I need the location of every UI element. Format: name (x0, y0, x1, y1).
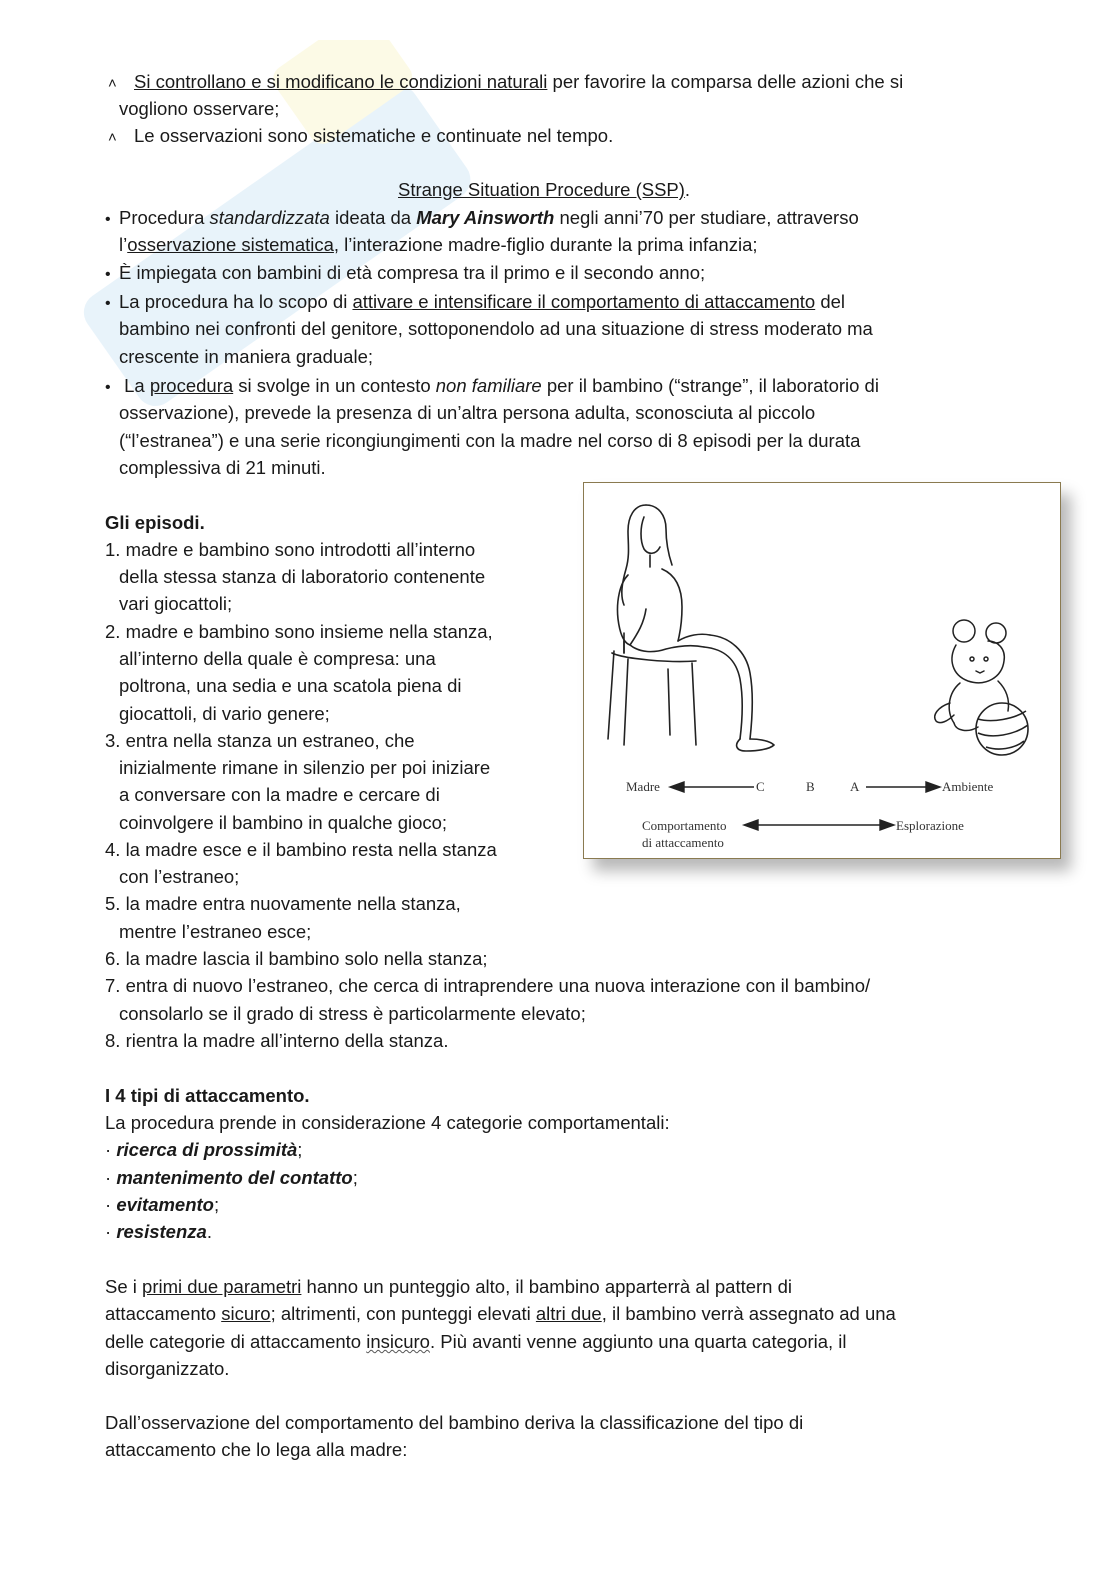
type-item: · mantenimento del contatto; (105, 1167, 358, 1188)
type-item: · resistenza. (105, 1221, 212, 1242)
types-heading: I 4 tipi di attaccamento. (105, 1085, 310, 1106)
label-esplorazione: Esplorazione (896, 818, 964, 833)
paragraph-1-line-4: disorganizzato. (105, 1358, 230, 1379)
episode-line: della stessa stanza di laboratorio contenente (119, 566, 486, 587)
intro-bullet-1: ˄ Si controllano e si modificano le condizioni naturali per favorire la comparsa delle azioni che si (108, 68, 903, 97)
paragraph-1-line-2: attaccamento sicuro; altrimenti, con punteggi elevati altri due, il bambino verrà assegnato ad una (105, 1303, 896, 1324)
ssp-bullet-3: • La procedura ha lo scopo di attivare e intensificare il comportamento di attaccamento del (105, 288, 845, 317)
label-comportamento-2: di attaccamento (642, 835, 724, 850)
label-madre: Madre (626, 779, 660, 794)
episode-line: coinvolgere il bambino in qualche gioco; (119, 812, 448, 833)
paragraph-1-line-3: delle categorie di attaccamento insicuro. Più avanti venne aggiunto una quarta categoria, il (105, 1331, 847, 1352)
type-item: · evitamento; (105, 1194, 220, 1215)
label-comportamento-1: Comportamento (642, 818, 727, 833)
ssp-bullet-2: • È impiegata con bambini di età compresa tra il primo e il secondo anno; (105, 259, 705, 288)
ssp-bullet-1-line-2: l’osservazione sistematica, l’interazione madre-figlio durante la prima infanzia; (119, 234, 758, 255)
episode-line: 3. entra nella stanza un estraneo, che (105, 730, 415, 751)
label-c: C (756, 779, 765, 794)
episode-line: all’interno della quale è compresa: una (119, 648, 436, 669)
dot-bullet-icon: • (105, 379, 111, 396)
episode-line: 6. la madre lascia il bambino solo nella stanza; (105, 948, 488, 969)
intro-bullet-1-continuation: vogliono osservare; (119, 98, 280, 119)
episodes-heading: Gli episodi. (105, 512, 205, 533)
dot-bullet-icon: • (105, 211, 111, 228)
arrow-bullet-icon: ˄ (108, 129, 117, 146)
ball-drawing (976, 703, 1028, 755)
episode-line: vari giocattoli; (119, 593, 233, 614)
episode-line: a conversare con la madre e cercare di (119, 784, 440, 805)
ssp-heading: Strange Situation Procedure (SSP). (398, 179, 691, 200)
types-intro: La procedura prende in considerazione 4 categorie comportamentali: (105, 1112, 670, 1133)
type-item: · ricerca di prossimità; (105, 1139, 303, 1160)
episode-line: mentre l’estraneo esce; (119, 921, 312, 942)
episode-line: 7. entra di nuovo l’estraneo, che cerca di intraprendere una nuova interazione con il bambino/ (105, 975, 871, 996)
dot-bullet-icon: • (105, 295, 111, 312)
episode-line: 5. la madre entra nuovamente nella stanza, (105, 893, 461, 914)
paragraph-1-line-1: Se i primi due parametri hanno un punteggio alto, il bambino apparterrà al pattern di (105, 1276, 792, 1297)
episode-line: 4. la madre esce e il bambino resta nella stanza (105, 839, 497, 860)
paragraph-2-line-1: Dall’osservazione del comportamento del bambino deriva la classificazione del tipo di (105, 1412, 804, 1433)
ssp-bullet-3-line-2: bambino nei confronti del genitore, sottoponendolo ad una situazione di stress moderato ma (119, 318, 873, 339)
underlined-phrase: Si controllano e si modificano le condizioni naturali (134, 71, 548, 92)
label-ambiente: Ambiente (942, 779, 994, 794)
figure-illustration (584, 483, 1060, 858)
episode-line: 1. madre e bambino sono introdotti all’interno (105, 539, 476, 560)
ssp-bullet-4-line-2: osservazione), prevede la presenza di un’altra persona adulta, sconosciuta al piccolo (119, 402, 816, 423)
episode-line: inizialmente rimane in silenzio per poi iniziare (119, 757, 491, 778)
ssp-bullet-4-line-4: complessiva di 21 minuti. (119, 457, 326, 478)
arrow-bullet-icon: ˄ (108, 75, 117, 92)
episode-line: giocattoli, di vario genere; (119, 703, 330, 724)
ssp-bullet-4-line-3: (“l’estranea”) e una serie ricongiungimenti con la madre nel corso di 8 episodi per la durata (119, 430, 861, 451)
ssp-bullet-3-line-3: crescente in maniera graduale; (119, 346, 374, 367)
ssp-bullet-1: • Procedura standardizzata ideata da Mary Ainsworth negli anni’70 per studiare, attraverso (105, 204, 859, 233)
axis-arrow-bottom (744, 820, 894, 830)
episode-line: consolarlo se il grado di stress è particolarmente elevato; (119, 1003, 586, 1024)
teddy-bear-drawing (935, 620, 1009, 730)
axis-arrow-top (670, 782, 940, 792)
label-b: B (806, 779, 815, 794)
episode-line: 8. rientra la madre all’interno della stanza. (105, 1030, 449, 1051)
mother-drawing (608, 505, 774, 751)
episode-line: poltrona, una sedia e una scatola piena di (119, 675, 462, 696)
paragraph-2-line-2: attaccamento che lo lega alla madre: (105, 1439, 408, 1460)
label-a: A (850, 779, 860, 794)
episode-line: con l’estraneo; (119, 866, 240, 887)
attachment-figure (583, 482, 1061, 859)
intro-bullet-2: ˄ Le osservazioni sono sistematiche e continuate nel tempo. (108, 122, 613, 151)
ssp-bullet-4: • La procedura si svolge in un contesto non familiare per il bambino (“strange”, il laboratorio di (105, 372, 879, 401)
dot-bullet-icon: • (105, 266, 111, 283)
episode-line: 2. madre e bambino sono insieme nella stanza, (105, 621, 493, 642)
